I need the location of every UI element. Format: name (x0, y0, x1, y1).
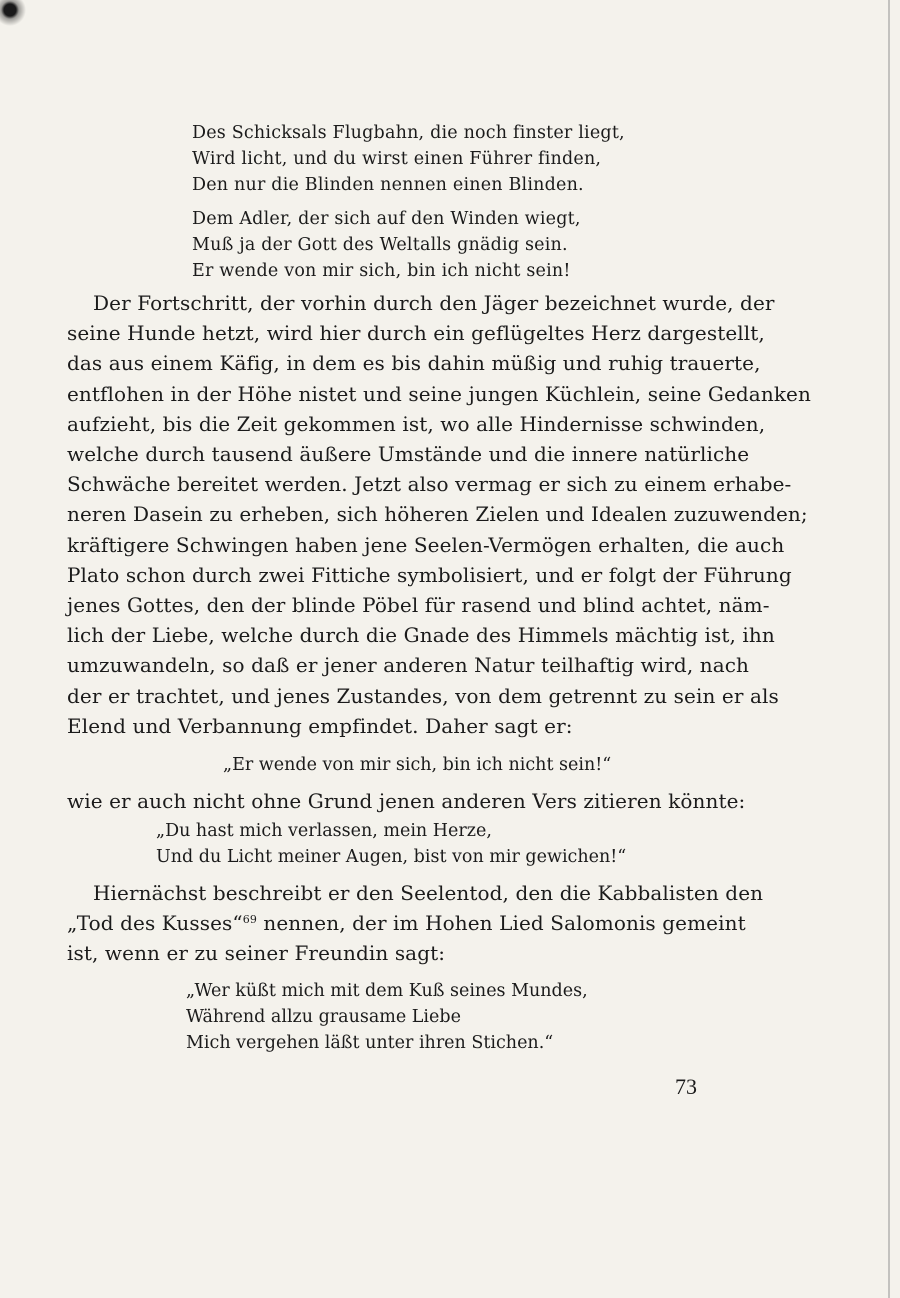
paragraph-line: neren Dasein zu erheben, sich höheren Zielen und Idealen zuzuwenden; (67, 502, 808, 527)
paragraph-line: kräftigere Schwingen haben jene Seelen-Vermögen erhalten, die auch (67, 532, 785, 557)
page-number: 73 (675, 1074, 697, 1099)
paragraph-line: entflohen in der Höhe nistet und seine jungen Küchlein, seine Gedanken (67, 381, 811, 406)
paragraph-seelentod (67, 878, 764, 969)
verse-stanza-1 (192, 120, 625, 198)
paragraph-vers (67, 786, 746, 816)
paragraph-line: welche durch tausend äußere Umstände und die innere natürliche (67, 442, 750, 467)
quoted-term: „Tod des Kusses“ (67, 911, 243, 936)
quote-line: „Wer küßt mich mit dem Kuß seines Mundes, (186, 981, 588, 1001)
block-quote-3 (186, 978, 588, 1056)
verse-line: Des Schicksals Flugbahn, die noch finster liegt, (192, 123, 625, 143)
verse-line: Wird licht, und du wirst einen Führer finden, (192, 149, 602, 169)
paragraph-line: der er trachtet, und jenes Zustandes, von dem getrennt zu sein er als (67, 683, 779, 708)
quote-line: Und du Licht meiner Augen, bist von mir gewichen!“ (156, 847, 627, 867)
paragraph-line: seine Hunde hetzt, wird hier durch ein geflügeltes Herz dargestellt, (67, 321, 765, 346)
quote-line: „Er wende von mir sich, bin ich nicht sein!“ (223, 755, 612, 775)
quote-line: „Du hast mich verlassen, mein Herze, (156, 821, 492, 841)
paragraph-line: wie er auch nicht ohne Grund jenen anderen Vers zitieren könnte: (67, 789, 746, 813)
block-quote-2 (156, 818, 626, 870)
paragraph-line: Plato schon durch zwei Fittiche symbolisiert, und er folgt der Führung (67, 562, 792, 587)
paragraph-line (67, 908, 746, 938)
scan-smudge (0, 0, 36, 30)
paragraph-line: Der Fortschritt, der vorhin durch den Jäger bezeichnet wurde, der (93, 291, 775, 315)
quote-line: Während allzu grausame Liebe (186, 1007, 461, 1027)
paragraph-line: das aus einem Käfig, in dem es bis dahin müßig und ruhig trauerte, (67, 351, 761, 376)
paragraph-line: Elend und Verbannung empfindet. Daher sagt er: (67, 713, 573, 738)
paragraph-line: Hiernächst beschreibt er den Seelentod, den die Kabbalisten den (93, 881, 764, 905)
quote-line: Mich vergehen läßt unter ihren Stichen.“ (186, 1033, 554, 1053)
footnote-ref[interactable]: 69 (242, 913, 257, 927)
paragraph-fortschritt (67, 288, 811, 741)
paragraph-line: umzuwandeln, so daß er jener anderen Natur teilhaftig wird, nach (67, 653, 750, 678)
page-edge (888, 0, 890, 1298)
block-quote-1 (223, 752, 611, 778)
verse-line: Er wende von mir sich, bin ich nicht sein! (192, 261, 571, 281)
paragraph-line: jenes Gottes, den der blinde Pöbel für rasend und blind achtet, näm- (67, 593, 770, 618)
paragraph-line: ist, wenn er zu seiner Freundin sagt: (67, 941, 446, 966)
verse-line: Den nur die Blinden nennen einen Blinden. (192, 175, 584, 195)
verse-line: Dem Adler, der sich auf den Winden wiegt, (192, 209, 581, 229)
paragraph-line: lich der Liebe, welche durch die Gnade des Himmels mächtig ist, ihn (67, 623, 775, 648)
verse-line: Muß ja der Gott des Weltalls gnädig sein. (192, 235, 568, 255)
paragraph-line: aufzieht, bis die Zeit gekommen ist, wo alle Hindernisse schwinden, (67, 411, 766, 436)
verse-stanza-2 (192, 206, 581, 284)
paragraph-text: nennen, der im Hohen Lied Salomonis gemeint (256, 911, 746, 936)
paragraph-line: Schwäche bereitet werden. Jetzt also vermag er sich zu einem erhabe- (67, 472, 792, 497)
